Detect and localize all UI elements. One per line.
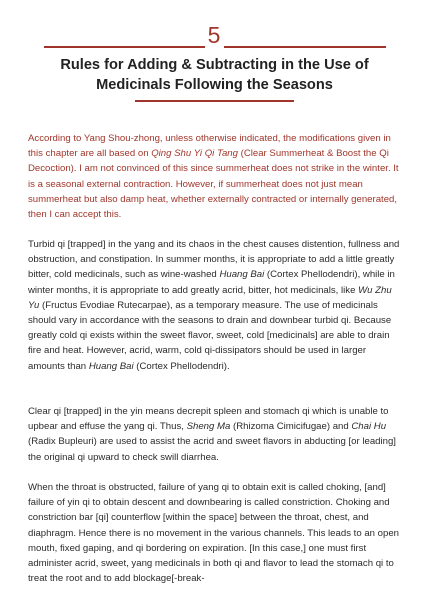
paragraph-text: Clear qi [trapped] in the yin means decrepit spleen and stomach qi which is unable to upbear and effuse the yang qi. Thus, bbox=[28, 406, 389, 433]
medicinal-name: Huang Bai bbox=[88, 360, 134, 372]
chapter-header bbox=[0, 22, 429, 52]
medicinal-name: Chai Hu bbox=[351, 421, 387, 433]
paragraph-turbid-qi bbox=[28, 237, 400, 374]
paragraph-text: (Cortex Phellodendri), while in winter months, it is appropriate to add greatly acrid, bitter, hot medicinals, like bbox=[28, 269, 395, 296]
medicinal-name: Huang Bai bbox=[219, 269, 265, 281]
paragraph-text: (Radix Bupleuri) are used to assist the acrid and sweet flavors in abducting [or leading] the original qi upward to check swill diarrhea. bbox=[28, 436, 396, 463]
medicinal-name: Sheng Ma bbox=[186, 421, 231, 433]
paragraph-text: When the throat is obstructed, failure of yang qi to obtain exit is called choking, [and] failure of yin qi to obtain descent and downbearing is called constriction. Choking and constriction bar [qi] counterflow [within the space] between the throat, chest, and diaphragm. Hence there is no movement in the various channels. This leads to an open mouth, fixed gaping, and qi bordering on expiration. [In this case,] one must first administer acrid, sweet, yang medicinals in both qi and flavor to lead the stomach qi to treat the root and to add blockage[-break- bbox=[28, 482, 399, 585]
paragraph-throat-obstruction bbox=[28, 480, 400, 586]
paragraph-text: Turbid qi [trapped] in the yang and its chaos in the chest causes distention, fullness and obstruction, and constipation. In summer months, it is appropriate to add a little greatly bitter, cold medicinals, such as wine-washed bbox=[28, 239, 400, 281]
chapter-rule-left bbox=[44, 46, 205, 48]
chapter-title: Rules for Adding & Subtracting in the Use of Medicinals Following the Seasons bbox=[60, 57, 369, 93]
paragraph-text: (Cortex Phellodendri). bbox=[133, 360, 230, 372]
note-text-1: According to Yang Shou-zhong, unless otherwise indicated, the modifications given in this chapter are all based on bbox=[28, 133, 391, 160]
note-text-2: (Clear Summerheat & Boost the Qi Decoction). I am not convinced of this since summerheat does not strike in the winter. It is a seasonal external contraction. However, if summerheat does not just mean summerheat but also damp heat, whether externally contracted or internally generated, then I can accept this. bbox=[28, 148, 399, 221]
chapter-rule-right bbox=[224, 46, 386, 48]
paragraph-text: (Fructus Evodiae Rutecarpae), as a temporary measure. The use of medicinals should vary in accordance with the seasons to drain and downbear turbid qi. Because greatly cold qi exists within the sweet flavor, sweet, cold [medicinals] are able to drain fire and heat. However, acrid, warm, cold qi-dissipators should be used in larger amounts than bbox=[28, 299, 392, 372]
chapter-number: 5 bbox=[207, 22, 221, 48]
medicinal-name: Wu Zhu Yu bbox=[28, 284, 392, 311]
translator-note bbox=[28, 131, 400, 222]
paragraph-text: (Rhizoma Cimicifugae) and bbox=[230, 421, 352, 433]
paragraph-clear-qi bbox=[28, 404, 400, 465]
title-underline bbox=[135, 100, 294, 102]
formula-name: Qing Shu Yi Qi Tang bbox=[151, 148, 238, 160]
